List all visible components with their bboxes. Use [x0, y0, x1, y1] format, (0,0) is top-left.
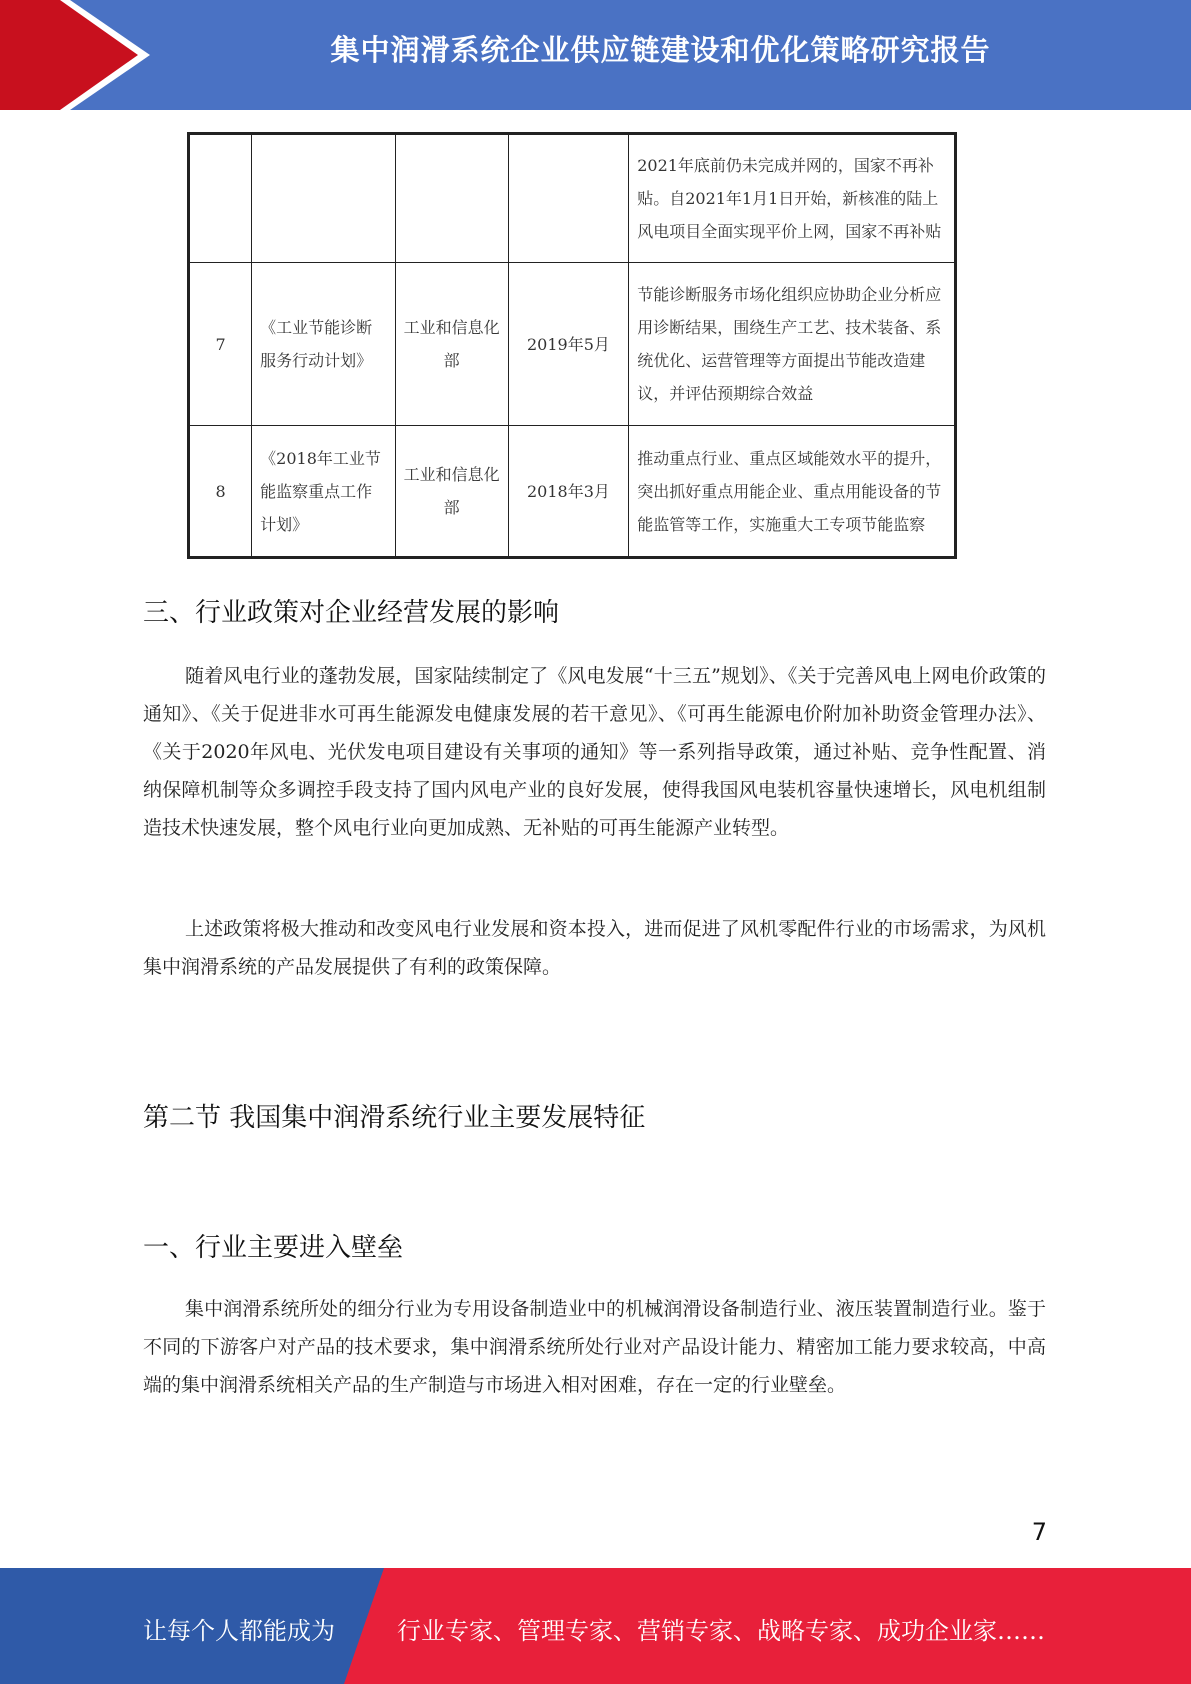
- impact-heading: 三、行业政策对企业经营发展的影响: [143, 598, 560, 628]
- table-cell-date: [508, 134, 629, 263]
- table-cell-name: 《工业节能诊断服务行动计划》: [252, 263, 395, 426]
- table-cell-no: 7: [189, 263, 252, 426]
- table-cell-content: 推动重点行业、重点区域能效水平的提升，突出抓好重点用能企业、重点用能设备的节能监管等工作，实施重大工专项节能监察: [629, 426, 956, 558]
- barrier-heading: 一、行业主要进入壁垒: [143, 1233, 404, 1263]
- table-cell-dept: 工业和信息化部: [395, 263, 508, 426]
- table-cell-content: 2021年底前仍未完成并网的，国家不再补贴。自2021年1月1日开始，新核准的陆上风电项目全面实现平价上网，国家不再补贴: [629, 134, 956, 263]
- table-row: [189, 263, 956, 426]
- page-footer: [0, 1568, 1191, 1684]
- table-cell-name: 《2018年工业节能监察重点工作计划》: [252, 426, 395, 558]
- page-header: [0, 0, 1191, 110]
- table-cell-date: 2019年5月: [508, 263, 629, 426]
- table-cell-dept: [395, 134, 508, 263]
- table-cell-no: 8: [189, 426, 252, 558]
- table-cell-dept: 工业和信息化部: [395, 426, 508, 558]
- impact-paragraph-2: 上述政策将极大推动和改变风电行业发展和资本投入，进而促进了风机零配件行业的市场需求，为风机集中润滑系统的产品发展提供了有利的政策保障。: [143, 918, 1046, 978]
- section-heading: 第二节 我国集中润滑系统行业主要发展特征: [143, 1103, 646, 1133]
- footer-slogan-left: 让每个人都能成为: [143, 1617, 335, 1645]
- table-cell-no: [189, 134, 252, 263]
- table-row: [189, 426, 956, 558]
- policy-table: [187, 132, 957, 559]
- barrier-paragraph-1: 集中润滑系统所处的细分行业为专用设备制造业中的机械润滑设备制造行业、液压装置制造行业。鉴于不同的下游客户对产品的技术要求，集中润滑系统所处行业对产品设计能力、精密加工能力要求较高，中高端的集中润滑系统相关产品的生产制造与市场进入相对困难，存在一定的行业壁垒。: [143, 1298, 1046, 1396]
- table-row: [189, 134, 956, 263]
- report-title: 集中润滑系统企业供应链建设和优化策略研究报告: [330, 33, 991, 67]
- impact-paragraph-1: 随着风电行业的蓬勃发展，国家陆续制定了《风电发展“十三五”规划》、《关于完善风电上网电价政策的通知》、《关于促进非水可再生能源发电健康发展的若干意见》、《可再生能源电价附加补助资金管理办法》、《关于2020年风电、光伏发电项目建设有关事项的通知》等一系列指导政策，通过补贴、竞争性配置、消纳保障机制等众多调控手段支持了国内风电产业的良好发展，使得我国风电装机容量快速增长，风电机组制造技术快速发展，整个风电行业向更加成熟、无补贴的可再生能源产业转型。: [143, 665, 1046, 839]
- table-cell-date: 2018年3月: [508, 426, 629, 558]
- table-cell-content: 节能诊断服务市场化组织应协助企业分析应用诊断结果，围绕生产工艺、技术装备、系统优化、运营管理等方面提出节能改造建议，并评估预期综合效益: [629, 263, 956, 426]
- table-cell-name: [252, 134, 395, 263]
- footer-slogan-right: 行业专家、管理专家、营销专家、战略专家、成功企业家……: [397, 1617, 1045, 1645]
- page-number: 7: [1031, 1518, 1047, 1546]
